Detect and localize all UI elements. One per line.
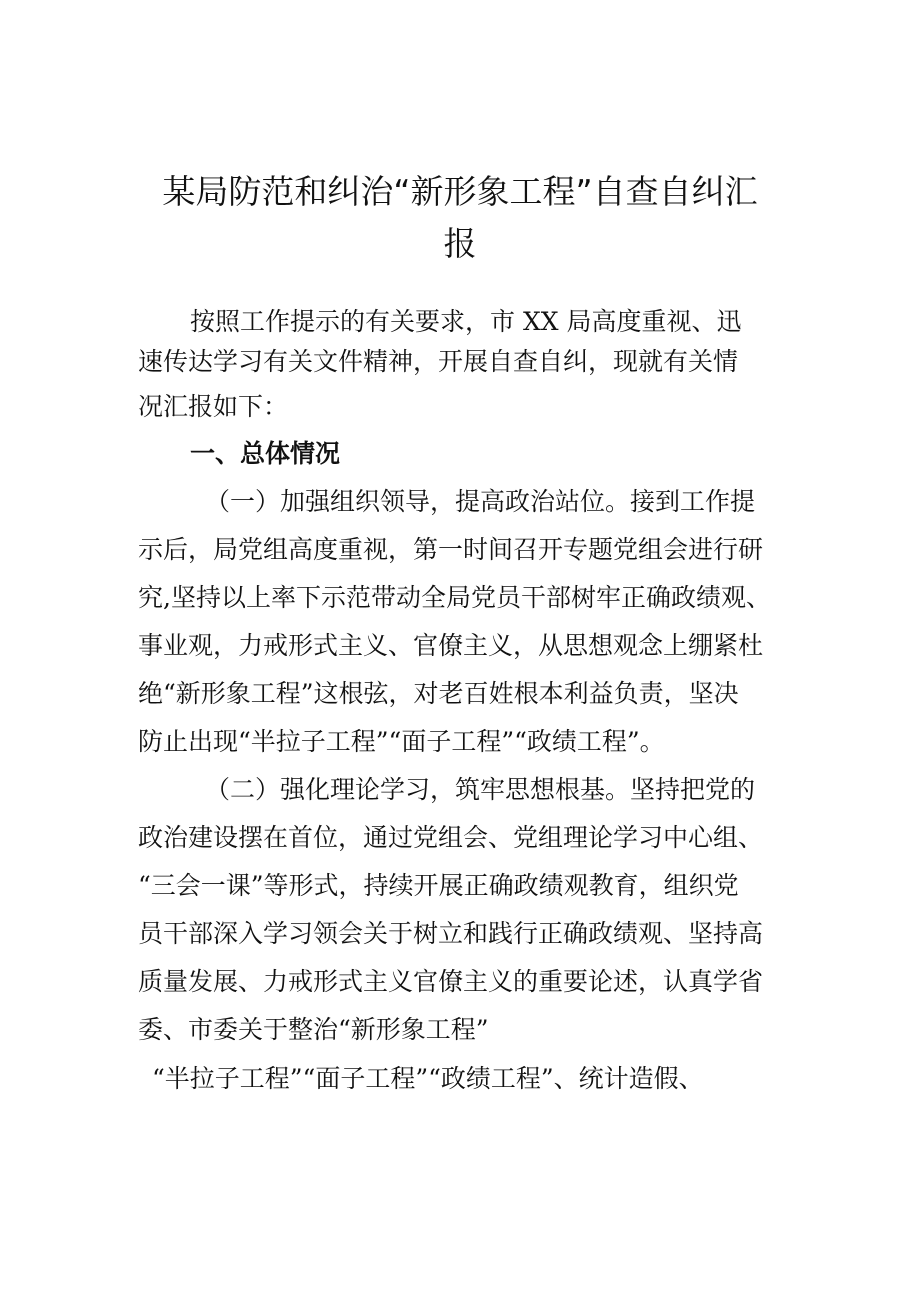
para1-line-2: 示后，局党组高度重视，第一时间召开专题党组会进行研 <box>138 535 764 564</box>
para1-line-1: （一）加强组织领导，提高政治站位。接到工作提 <box>205 487 756 516</box>
para1-line-6: 防止出现“半拉子工程”“面子工程”“政绩工程”。 <box>138 727 665 756</box>
para2-line-6: 委、市委关于整治“新形象工程” <box>138 1015 489 1044</box>
intro-line-3: 况汇报如下： <box>138 392 289 421</box>
document-title-line-1: 某局防范和纠治“新形象工程”自查自纠汇 <box>162 172 758 211</box>
document-title-line-2: 报 <box>443 224 477 263</box>
para2-line-7: “半拉子工程”“面子工程”“政绩工程”、统计造假、 <box>152 1064 704 1093</box>
para2-line-3: “三会一课”等形式，持续开展正确政绩观教育，组织党 <box>138 871 739 900</box>
para2-line-5: 质量发展、力戒形式主义官僚主义的重要论述，认真学省 <box>138 967 764 996</box>
para2-line-4: 员干部深入学习领会关于树立和践行正确政绩观、坚持高 <box>138 919 764 948</box>
section-heading: 一、总体情况 <box>190 439 341 468</box>
para1-line-3: 究,坚持以上率下示范带动全局党员干部树牢正确政绩观、 <box>138 583 771 612</box>
intro-line-2: 速传达学习有关文件精神，开展自查自纠，现就有关情 <box>138 347 739 376</box>
para1-line-4: 事业观，力戒形式主义、官僚主义，从思想观念上绷紧杜 <box>138 631 764 660</box>
para2-line-2: 政治建设摆在首位，通过党组会、党组理论学习中心组、 <box>138 823 764 852</box>
intro-line-1: 按照工作提示的有关要求，市 XX 局高度重视、迅 <box>190 307 742 336</box>
para2-line-1: （二）强化理论学习，筑牢思想根基。坚持把党的 <box>205 775 756 804</box>
para1-line-5: 绝“新形象工程”这根弦，对老百姓根本利益负责，坚决 <box>138 679 739 708</box>
